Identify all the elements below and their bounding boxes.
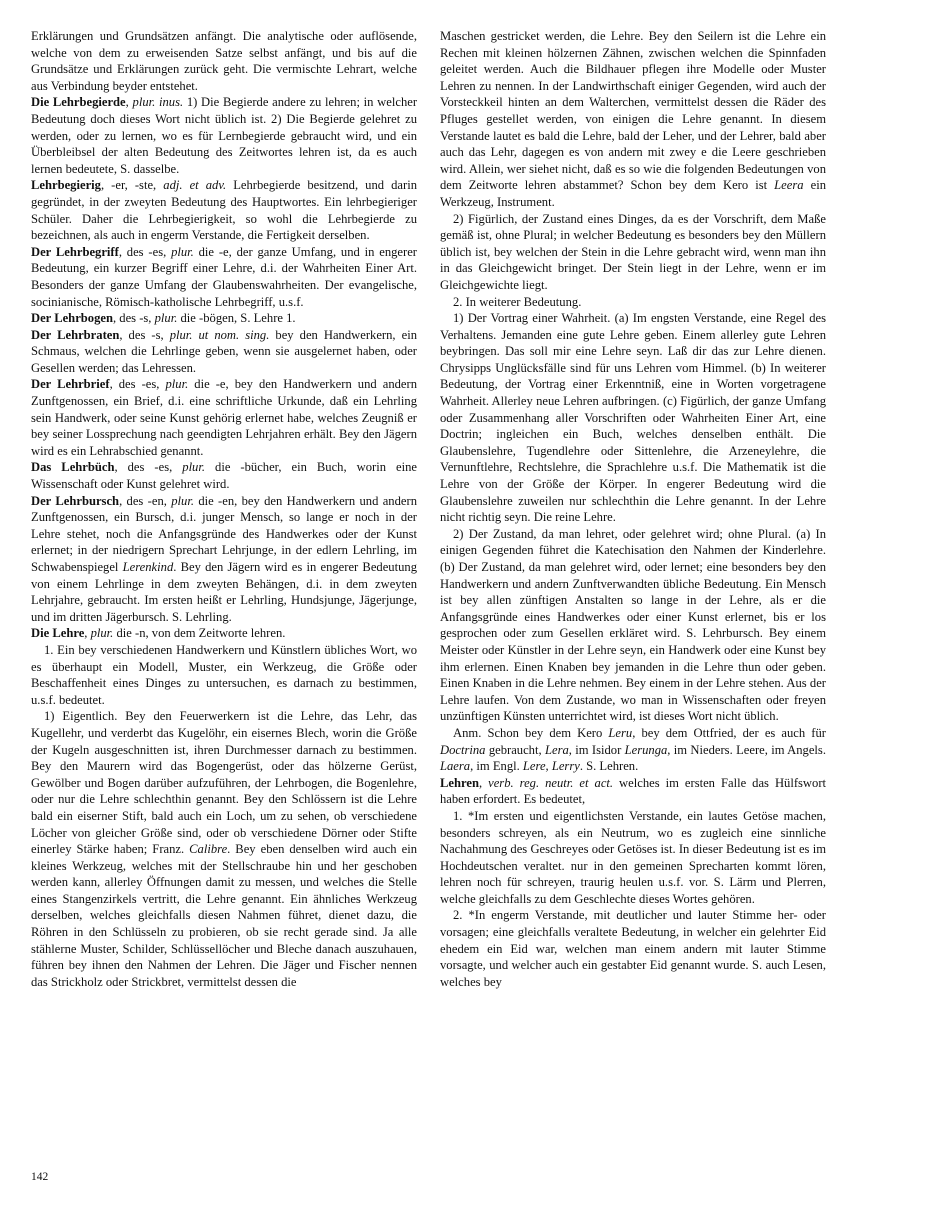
right-column <box>440 28 826 990</box>
text-run: gebraucht, <box>485 742 545 757</box>
italic-term: Lerenkind <box>122 560 174 574</box>
italic-term: Laera <box>440 759 471 774</box>
text-run: 2) Der Zustand, da man lehret, oder gelehret wird; ohne Plural. (a) In einigen Gegenden führet die Katechisation den Nahmen der Kinderlehre. (b) Der Zustand, da man gelehret wird, oder lernet; eine besonders bey den Handwerkern und andern Zunftverwandten übliche Bedeutung. Ein Mensch ist bey allen zünftigen Anstalten so lange in der Lehre, als er die Anfangsgründe eines Handwerkes oder einer Kunst erlernet, bis er los gesprochen oder zum Gesellen erkläret wird. S. Lehrbursch. Bey einem Meister oder Künstler in der Lehre seyn, ein Handwerk oder eine Kunst bey ihm erlernen. Einen Knaben bey jemanden in die Lehre thun oder geben. Einen Knaben in die Lehre nehmen. Bey einem in der Lehre stehen. Aus der Lehre laufen. Von dem Zustande, wo man in Wissenschaften oder freyen unzünftigen Künsten unterrichtet wird, ist dieses Wort nicht üblich. <box>440 526 826 724</box>
text-run: 1. *Im ersten und eigentlichsten Verstande, ein lautes Getöse machen, besonders schreyen, als ein Neutrum, wo es zugleich eine sinnliche Nachahmung des Geschreyes oder Getöses ist. In dieser Bedeutung ist es im Hochdeutschen veraltet. nur in den gemeinen Sprecharten kommt lören, lehren noch für schreyen, traurig heulen u.s.f. vor. S. Lärm und Plerren, welche gleichfalls zu dem Geschlechte dieses Wortes gehören. <box>440 808 826 906</box>
italic-term: plur. <box>154 311 178 326</box>
text-run: , bey dem Ottfried, der es auch für <box>632 725 826 740</box>
paragraph <box>440 907 826 990</box>
text-run: , <box>478 775 489 790</box>
headword: Der Lehrbegriff <box>31 244 119 259</box>
text-run: 2) Figürlich, der Zustand eines Dinges, da es der Vorschrift, dem Maße gemäß ist, ohne Plural; in welcher Bedeutung es besonders bey den Müllern üblich ist, bey welchen der Stein in die Lehre gebracht wird, wenn man ihn in das Gleichgewicht bringet. Der Stein liegt in der Lehre, wenn er im Gleichgewichte liegt. <box>440 211 826 292</box>
italic-term: plur. <box>171 493 194 508</box>
text-run: , des -en, <box>119 493 172 508</box>
paragraph <box>31 310 417 327</box>
italic-term: plur. <box>165 377 189 392</box>
text-run: die -bögen, S. Lehre 1. <box>177 311 296 326</box>
italic-term: plur. ut nom. sing. <box>169 327 270 342</box>
page-number: 142 <box>31 1171 49 1183</box>
italic-term: verb. reg. neutr. et act. <box>488 775 614 790</box>
text-run: die -e, der ganze Umfang, und in engerer Bedeutung, ein kurzer Begriff einer Lehre, d.i. der Wahrheiten Einer Art. Besonders der ganze Umfang der Glaubenswahrheiten. Der evangelische, socinianische, Römisch-katholische Lehrbegriff, u.s.f. <box>31 244 417 309</box>
italic-term: adj. et adv. <box>163 178 227 193</box>
text-run: Anm. Schon bey dem Kero <box>453 725 609 740</box>
italic-term: plur. inus. <box>132 95 184 110</box>
headword: Lehrbegierig <box>31 178 101 193</box>
italic-term: Leru <box>608 725 633 740</box>
left-column <box>31 28 417 990</box>
paragraph <box>31 459 417 492</box>
headword: Lehren <box>440 775 479 790</box>
paragraph <box>31 244 417 310</box>
headword: Der Lehrbogen <box>31 311 113 326</box>
paragraph <box>31 28 417 94</box>
italic-term: plur. <box>182 460 206 475</box>
paragraph <box>31 642 417 708</box>
paragraph <box>440 775 826 808</box>
paragraph <box>440 211 826 294</box>
text-run: 1) Eigentlich. Bey den Feuerwerkern ist die Lehre, das Lehr, das Kugellehr, und verderbt das Kugelöhr, ein eisernes Blech, worin die Größe der Kugeln ausgeschnitten ist, ihren Durchmesser darnach zu bestimmen. Bey den Maurern wird das Bogengerüst, oder das hölzerne Gerüst, Gewölber und Bogen darüber aufzuführen, der Lehrbogen, die Bogenlehre, oder nur die Lehre schlechthin genannt. Bey den Schlössern ist die Lehre bald ein eiserner Stift, bald auch ein Loch, um zu sehen, ob verschiedene Löcher von gleicher Größe sind, oder ob verschiedene Dörner oder Stifte einerley Stärke haben; Franz. <box>31 709 417 857</box>
paragraph <box>31 94 417 177</box>
paragraph <box>31 493 417 626</box>
text-run: welches im ersten Falle das Hülfswort haben erfordert. Es bedeutet, <box>440 775 827 807</box>
paragraph <box>31 625 417 642</box>
paragraph <box>31 376 417 459</box>
text-run: Maschen gestricket werden, die Lehre. Bey den Seilern ist die Lehre ein Rechen mit kleinen hölzernen Zähnen, zwischen welchen die Spinnfaden geleitet werden. Auch die Bildhauer pflegen ihre Modelle oder Muster Lehren zu nennen. In der Landwirthschaft einiger Gegenden, wird auch der Vorsteckkeil hinten an dem Walterchen, vermittelst dessen die Räder des Pfluges gestellet werden, von einigen die Lehre genannt. In diesem Verstande lautet es bald die Lehre, bald der Leher, und der Lehrer, bald aber auch das Lehr, dagegen es von andern mit zwey e die Leere geschrieben wird. Allein, wer siehet nicht, daß es so wie die folgenden Bedeutungen von dem Zeitworte lehren abstammet? Schon bey dem Kero ist <box>440 29 826 193</box>
italic-term: Lere, Lerry <box>522 759 580 774</box>
italic-term: Lerunga <box>624 742 668 757</box>
text-run: 2. *In engerm Verstande, mit deutlicher und lauter Stimme her- oder vorsagen; eine gleichfalls veraltete Bedeutung, in welcher ein gelehrter Eid ehedem ein Eid war, welchen man einem andern mit lauter Stimme vorsagte, und welcher auch ein gestabter Eid genannt wurde. S. auch Lesen, welches bey <box>440 908 826 989</box>
text-run: 2. In weiterer Bedeutung. <box>453 294 582 309</box>
headword: Der Lehrbrief <box>31 377 110 392</box>
text-run: , im Isidor <box>568 742 625 757</box>
italic-term: Doctrina <box>440 742 486 757</box>
text-run: , im Nieders. Leere, im Angels. <box>667 742 826 757</box>
paragraph <box>440 808 826 908</box>
italic-term: plur. <box>171 244 194 259</box>
text-run: , <box>84 626 91 641</box>
text-run: die -n, von dem Zeitworte lehren. <box>113 626 286 641</box>
text-run: , im Engl. <box>470 759 523 774</box>
paragraph <box>440 526 826 725</box>
italic-term: Calibre <box>189 842 228 857</box>
text-run: . Bey den Jägern wird es in engerer Bedeutung von einem Lehrlinge in dem zweyten Behängen, d.i. in dem zweyten Lehrjahre, gebraucht. Im ersten heißt er Lehrling, Hundsjunge, Jägerjunge, und im dritten Jägerbursch. S. Lehrling. <box>31 560 417 624</box>
paragraph <box>31 708 417 990</box>
text-run: , -er, -ste, <box>100 178 164 193</box>
text-run: , des -es, <box>114 460 183 475</box>
headword: Die Lehrbegierde <box>31 95 126 110</box>
text-run: Lehrbegierde besitzend, und darin gegründet, in der zweyten Bedeutung des Hauptwortes. Ein lehrbegieriger Schüler. Daher die Lehrbegierigkeit, so wohl die Lehrbegierde zu bezeichnen, als auch in engerm Verstande, die Fertigkeit derselben. <box>31 178 417 243</box>
text-run: die -bücher, ein Buch, worin eine Wissenschaft oder Kunst gelehret wird. <box>31 460 417 492</box>
headword: Die Lehre <box>31 626 85 641</box>
paragraph <box>440 725 826 775</box>
italic-term: Leera <box>774 178 804 193</box>
text-run: , des -es, <box>109 377 166 392</box>
italic-term: Lera <box>544 742 569 757</box>
paragraph <box>440 310 826 526</box>
paragraph <box>31 177 417 243</box>
paragraph <box>31 327 417 377</box>
text-run: die -e, bey den Handwerkern und andern Zunftgenossen, ein Brief, d.i. eine schriftliche Urkunde, daß ein Lehrling sein Handwerk, oder seine Kunst gehörig erlernet habe, welches Zeugniß er bey seiner Lossprechung nach geendigten Lehrjahren erhält. Bey den Jägern wird es ein Lehrabschied genannt. <box>31 377 417 458</box>
text-run: 1) Der Vortrag einer Wahrheit. (a) Im engsten Verstande, eine Regel des Verhaltens. Jemanden eine gute Lehre geben. Einem allerley gute Lehren beybringen. Das soll mir eine Lehre seyn. Laß dir das zur Lehre dienen. Chrysipps Unglücksfälle sind für uns Lehren vom Himmel. (b) In weiterer Bedeutung, der Vortrag einer Erkenntniß, eine in Worten vorgetragene Wahrheit. Allerley neue Lehren aufbringen. (c) Figürlich, der ganze Umfang oder Zusammenhang aller Vorschriften oder Wahrheiten Einer Art, eine Doctrin; ingleichen ein Buch, welches denselben enthält. Die Glaubenslehre, Tugendlehre oder Sittenlehre, die Arzeneylehre, die Vernunftlehre, Rechtslehre, die Sprachlehre u.s.f. Die Mathematik ist die Lehre von der Größe der Körper. In engerer Bedeutung wird die Glaubenslehre zuweilen nur schlechthin die Lehre genannt. In der Lehre nicht richtig seyn. Die reine Lehre. <box>440 311 826 525</box>
text-run: 1) Die Begierde andere zu lehren; in welcher Bedeutung doch dieses Wort nicht üblich ist. 2) Die Begierde gelehret zu werden, oder zu lernen, wo es für Lernbegierde gebraucht wird, und ein Überbleibsel der alten Bedeutung des Zeitwortes lehren ist, da es auch lernen bedeutete, S. dasselbe. <box>31 95 418 176</box>
text-run: , des -es, <box>118 244 172 259</box>
paragraph <box>440 294 826 311</box>
text-run: bey den Handwerkern, ein Schmaus, welchen die Lehrlinge geben, wenn sie ausgelernet haben, oder Gesellen werden; das Lehressen. <box>31 327 417 375</box>
text-run: ein Werkzeug, Instrument. <box>440 178 826 209</box>
text-run: Erklärungen und Grundsätzen anfängt. Die analytische oder auflösende, welche von dem zu erweisenden Satze selbst anfängt, und bis auf die Grundsätze und Erklärungen zurück geht. Die vermischte Lehrart, welche aus Verbindung beyder entstehet. <box>31 29 417 93</box>
text-run: , des -s, <box>119 327 170 342</box>
paragraph <box>440 28 826 211</box>
text-run: . Bey eben denselben wird auch ein kleines Werkzeug, welches mit der Stellschraube hin und her geschoben werden kann, allerley Öffnungen damit zu messen, und welches die Stelle eines Stangenzirkels vertritt, die Lehre genannt. Ein ähnliches Werkzeug derselben, welches gleichfalls diesen Nahmen führet, dienet dazu, die Röhren in den Schlüsseln zu probieren, ob sie recht gerade sind. Ja alle stählerne Muster, Schilder, Schlüssellöcher und Bleche danach auszuhauen, führen bey ihnen den Nahmen der Lehren. Die Jäger und Fischer nennen das Strickholz oder Strickbret, vermittelst dessen die <box>31 842 417 989</box>
headword: Das Lehrbüch <box>31 460 115 475</box>
text-run: . S. Lehren. <box>579 759 639 774</box>
text-run: , des -s, <box>112 311 155 326</box>
italic-term: plur. <box>90 626 114 641</box>
headword: Der Lehrbraten <box>31 327 120 342</box>
text-run: die -en, bey den Handwerkern und andern Zunftgenossen, ein Bursch, d.i. junger Mensch, so lange er noch in der Lehre stehet, noch die Anfangsgründe des Handwerkes oder der Kunst erlernet; in der niedrigern Sprechart Lehrjunge, in der edlern Lehrling, im Schwabenspiegel <box>31 493 417 574</box>
text-run: 1. Ein bey verschiedenen Handwerkern und Künstlern übliches Wort, wo es überhaupt ein Modell, Muster, ein Werkzeug, die Größe oder Beschaffenheit eines Dinges zu untersuchen, es darnach zu bestimmen, u.s.f. bedeutet. <box>31 642 417 707</box>
text-run: , <box>125 95 133 110</box>
headword: Der Lehrbursch <box>31 493 120 508</box>
